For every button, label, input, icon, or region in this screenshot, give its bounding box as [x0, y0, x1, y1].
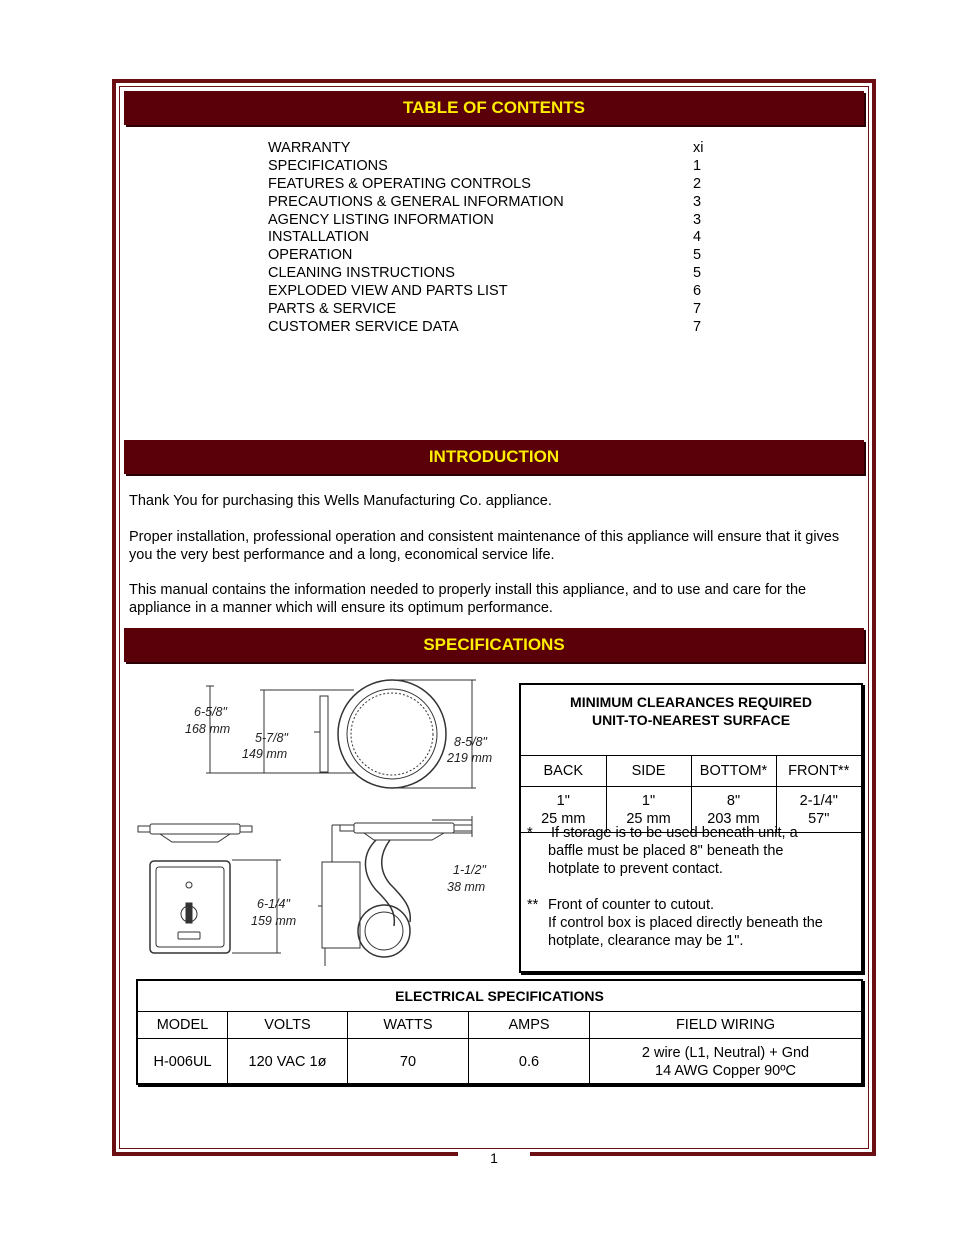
elec-value-volts: 120 VAC 1ø — [228, 1039, 348, 1085]
elec-value-field-wiring: 2 wire (L1, Neutral) + Gnd 14 AWG Copper 90ºC — [590, 1039, 862, 1085]
clearances-title — [521, 693, 861, 729]
electrical-specs-title: ELECTRICAL SPECIFICATIONS — [138, 981, 861, 1012]
dimension-4-mm: 38 mm — [447, 880, 486, 894]
toc-entry-label: OPERATION — [268, 247, 353, 264]
toc-entry[interactable] — [268, 319, 718, 337]
page-number: 1 — [490, 1150, 498, 1166]
clearance-value-front: 2-1/4" 57" — [776, 787, 861, 833]
toc-entry-page: 7 — [693, 318, 702, 335]
toc-entry[interactable] — [268, 265, 718, 283]
clearance-header-side: SIDE — [606, 756, 691, 787]
note-1-text: If storage is to be used beneath unit, a baffle must be placed 8" beneath the hotplate to prevent contact. — [548, 825, 798, 877]
toc-entry[interactable] — [268, 158, 718, 176]
intro-paragraph-2: Proper installation, professional operation and consistent maintenance of this appliance will ensure that it gives you the very best performance and a long, economical service life. — [129, 529, 840, 563]
toc-entry-label: EXPLODED VIEW AND PARTS LIST — [268, 283, 508, 300]
toc-entry-page: 5 — [693, 247, 702, 264]
toc-entry-label: AGENCY LISTING INFORMATION — [268, 211, 494, 228]
dimension-4-in: 1-1/2" — [453, 863, 486, 877]
toc-entry-page: 6 — [693, 283, 702, 300]
electrical-specs-box — [136, 979, 863, 1085]
clearances-table-box — [519, 683, 863, 973]
specifications-heading: SPECIFICATIONS — [124, 628, 864, 662]
dimension-3-in: 8-5/8" — [454, 735, 487, 749]
elec-header-volts: VOLTS — [228, 1011, 348, 1039]
toc-entry-label: WARRANTY — [268, 140, 351, 156]
toc-entry[interactable] — [268, 247, 718, 265]
toc-entry-label: INSTALLATION — [268, 229, 369, 246]
note-1-mark: * — [527, 825, 533, 841]
toc-entry-label: CUSTOMER SERVICE DATA — [268, 318, 459, 335]
toc-entry[interactable] — [268, 212, 718, 230]
toc-entry-page: 1 — [693, 157, 702, 174]
electrical-specs-table — [138, 1011, 861, 1084]
dimension-5-mm: 159 mm — [251, 914, 297, 928]
toc-entry-page: 4 — [693, 229, 702, 246]
elec-header-field-wiring: FIELD WIRING — [590, 1011, 862, 1039]
toc-entry-label: PARTS & SERVICE — [268, 301, 397, 318]
toc-entry-page: 7 — [693, 301, 702, 318]
note-2-mark: ** — [527, 897, 539, 913]
toc-entry-page: 3 — [693, 193, 702, 210]
dimension-1-in: 6-5/8" — [194, 705, 227, 719]
elec-value-watts: 70 — [348, 1039, 469, 1085]
clearance-header-back: BACK — [521, 756, 606, 787]
clearance-header-bottom: BOTTOM* — [691, 756, 776, 787]
toc-entry-page: 3 — [693, 211, 702, 228]
toc-entry[interactable] — [268, 301, 718, 319]
dimension-1-mm: 168 mm — [185, 722, 231, 736]
clearances-title-line1: MINIMUM CLEARANCES REQUIRED — [570, 694, 812, 710]
toc-entry[interactable] — [268, 176, 718, 194]
toc-heading: TABLE OF CONTENTS — [124, 91, 864, 125]
toc-entry[interactable] — [268, 283, 718, 301]
intro-paragraph-3: This manual contains the information needed to properly install this appliance, and to use and care for the appliance in a manner which will ensure its optimum performance. — [129, 582, 807, 616]
dimension-5-in: 6-1/4" — [257, 897, 290, 911]
dimension-2-mm: 149 mm — [242, 747, 288, 761]
elec-header-watts: WATTS — [348, 1011, 469, 1039]
hotplate-dimension-diagram — [132, 676, 512, 971]
toc-entry[interactable] — [268, 140, 718, 158]
toc-list — [268, 140, 718, 337]
elec-value-model: H-006UL — [138, 1039, 228, 1085]
elec-value-amps: 0.6 — [469, 1039, 590, 1085]
note-2-text: Front of counter to cutout. If control box is placed directly beneath the hotplate, clearance may be 1". — [548, 897, 823, 949]
clearances-title-line2: UNIT-TO-NEAREST SURFACE — [591, 712, 791, 728]
introduction-heading: INTRODUCTION — [124, 440, 864, 474]
toc-entry-page: 5 — [693, 265, 702, 282]
dimension-2-in: 5-7/8" — [255, 731, 288, 745]
clearances-table — [521, 755, 861, 833]
elec-header-model: MODEL — [138, 1011, 228, 1039]
toc-entry-label: CLEANING INSTRUCTIONS — [268, 265, 455, 282]
toc-entry[interactable] — [268, 194, 718, 212]
clearance-header-front: FRONT** — [776, 756, 861, 787]
elec-header-amps: AMPS — [469, 1011, 590, 1039]
toc-entry[interactable] — [268, 229, 718, 247]
toc-entry-label: FEATURES & OPERATING CONTROLS — [268, 175, 531, 192]
toc-entry-label: SPECIFICATIONS — [268, 157, 388, 174]
clearance-value-side: 1" 25 mm — [606, 787, 691, 833]
toc-entry-label: PRECAUTIONS & GENERAL INFORMATION — [268, 193, 564, 210]
dimension-3-mm: 219 mm — [447, 751, 493, 765]
toc-entry-page: xi — [693, 140, 704, 156]
toc-entry-page: 2 — [693, 175, 702, 192]
clearance-value-bottom: 8" 203 mm — [691, 787, 776, 833]
intro-paragraph-1: Thank You for purchasing this Wells Manufacturing Co. appliance. — [129, 493, 552, 509]
clearance-value-back: 1" 25 mm — [521, 787, 606, 833]
